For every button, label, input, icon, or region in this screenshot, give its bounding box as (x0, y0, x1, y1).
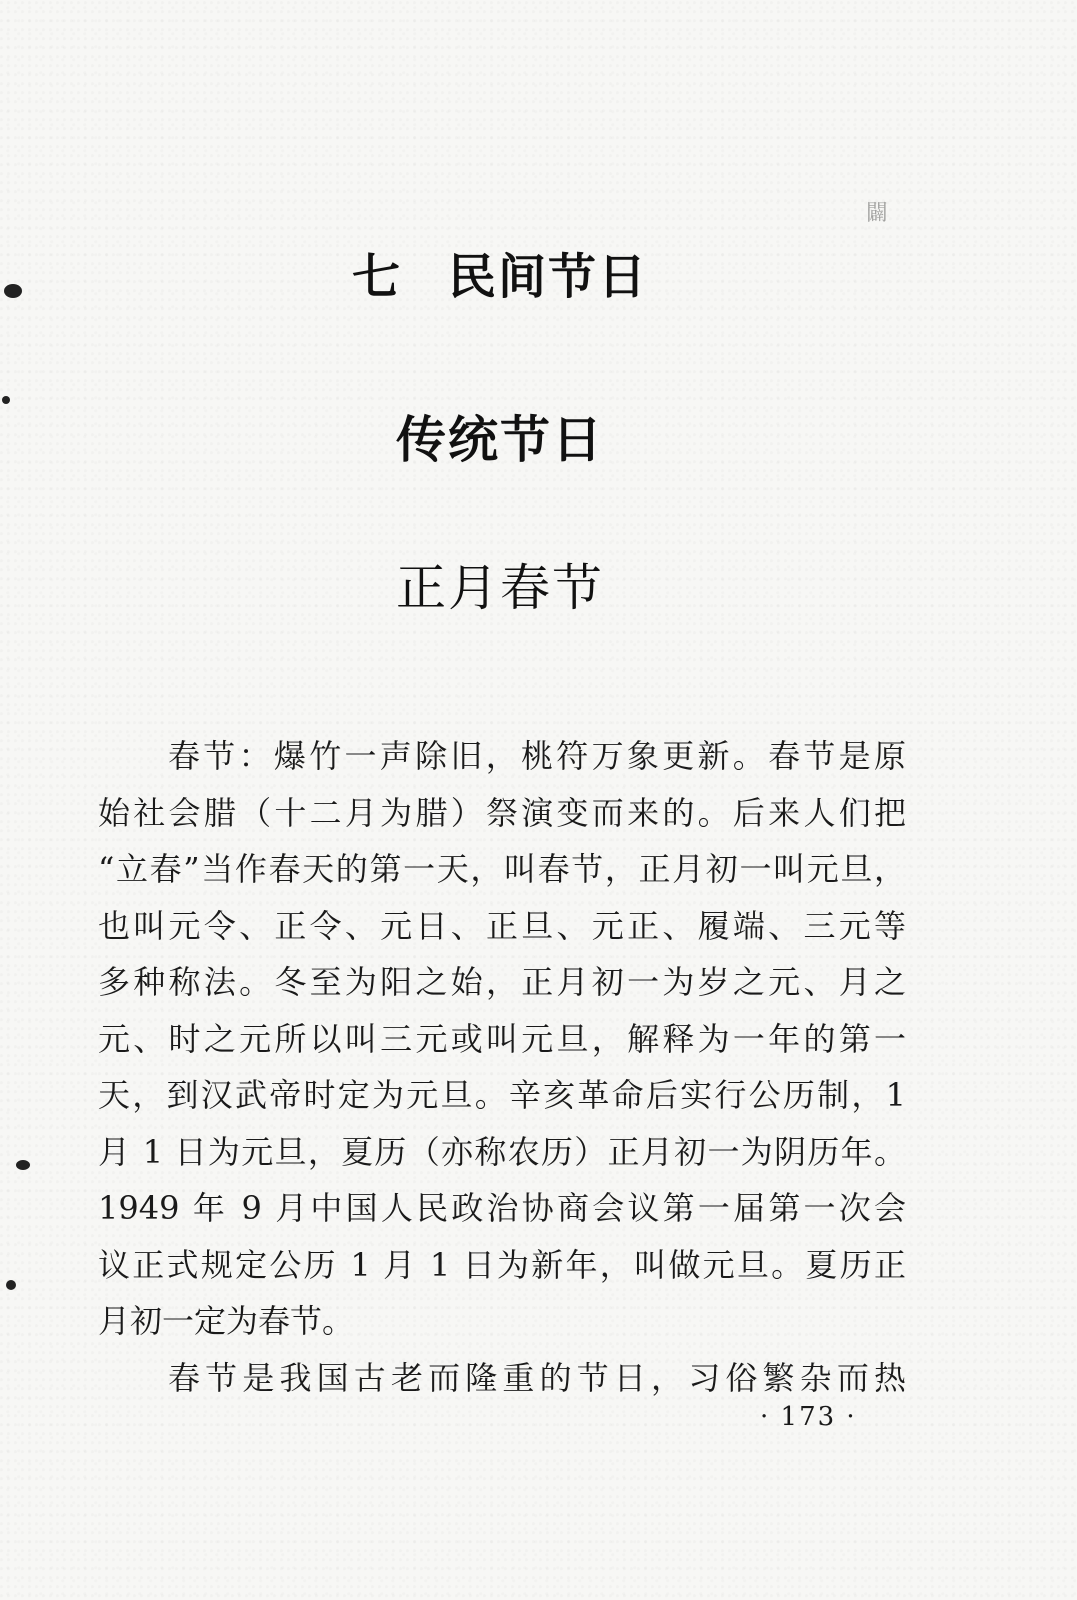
body-text (98, 728, 906, 1406)
margin-mark: 闢 (866, 201, 889, 226)
text-line: “立春”当作春天的第一天，叫春节，正月初一叫元旦， (98, 850, 906, 888)
chapter-number: 七 (351, 249, 402, 305)
text-line: 月 1 日为元旦，夏历（亦称农历）正月初一为阴历年。 (98, 1132, 906, 1171)
text-line: 多种称法。冬至为阳之始，正月初一为岁之元、月之 (98, 963, 906, 1001)
text-line: 1949 年 9 月中国人民政治协商会议第一届第一次会 (98, 1189, 906, 1227)
scan-speck (2, 396, 10, 404)
text-line: 天，到汉武帝时定为元旦。辛亥革命后实行公历制，1 (98, 1076, 906, 1114)
scan-speck (16, 1160, 30, 1170)
scan-speck (4, 284, 22, 298)
text-line: 春节是我国古老而隆重的节日，习俗繁杂而热 (168, 1358, 906, 1397)
text-line: 也叫元令、正令、元日、正旦、元正、履端、三元等 (98, 906, 906, 945)
page-number: · 173 · (760, 1402, 857, 1432)
text-line: 议正式规定公历 1 月 1 日为新年，叫做元旦。夏历正 (98, 1245, 906, 1284)
chapter-heading (0, 238, 1000, 307)
scan-speck (6, 1280, 16, 1290)
subsection-title: 正月春节 (396, 559, 604, 617)
text-line: 始社会腊（十二月为腊）祭演变而来的。后来人们把 (98, 793, 906, 832)
text-line: 月初一定为春节。 (98, 1302, 355, 1340)
text-line: 春节：爆竹一声除旧，桃符万象更新。春节是原 (168, 737, 906, 775)
section-title: 传统节日 (396, 411, 604, 469)
text-line: 元、时之元所以叫三元或叫元旦，解释为一年的第一 (98, 1019, 906, 1058)
chapter-title: 民间节日 (448, 249, 649, 305)
